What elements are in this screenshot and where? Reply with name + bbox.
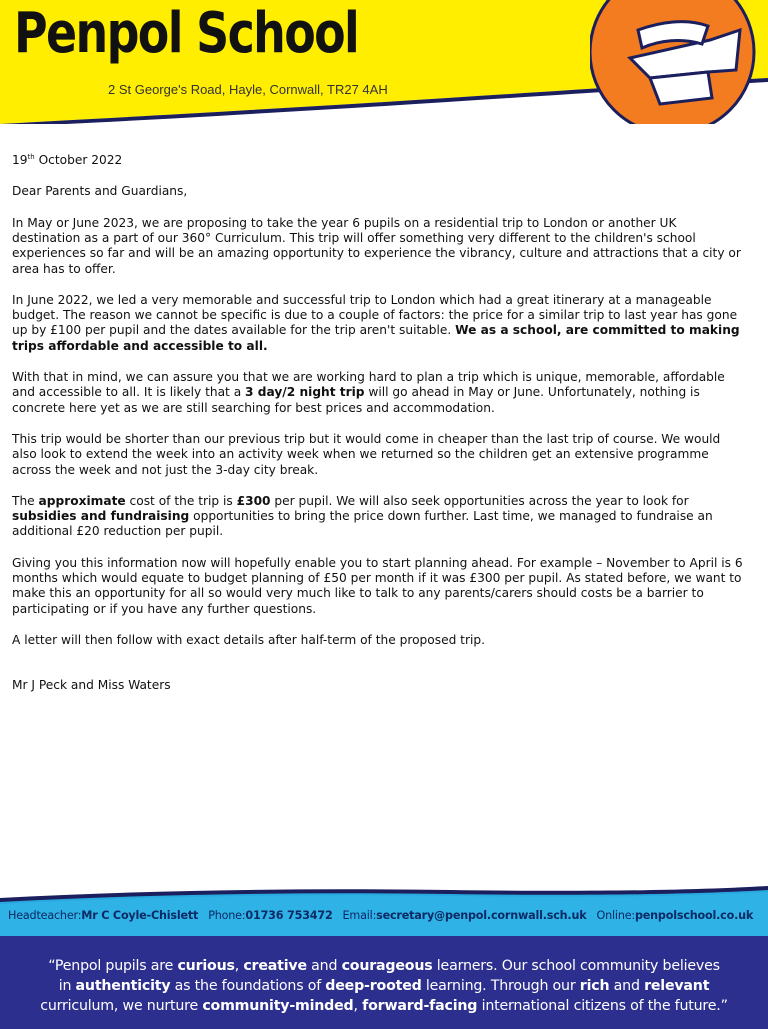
salutation: Dear Parents and Guardians, — [12, 184, 188, 199]
paragraph-2: In June 2022, we led a very memorable and successful trip to London which had a great itinerary at a manageable budget. The reason we cannot be specific is due to a couple of factors: the price for a similar trip to last year has gone up by £100 per pupil and the dates available for the trip aren't suitable. We as a school, are committed to making trips affordable and accessible to all. — [12, 292, 740, 353]
email-address[interactable]: secretary@penpol.cornwall.sch.uk — [376, 908, 587, 922]
school-motto — [0, 940, 768, 1029]
phone-number: 01736 753472 — [245, 908, 333, 922]
website-link[interactable]: penpolschool.co.uk — [634, 908, 754, 922]
paragraph-5: The approximate cost of the trip is £300 per pupil. We will also seek opportunities across the year to look for subsidies and fundraising opportunities to bring the price down further. Last time, we managed to fundraise an additional £20 reduction per pupil. — [12, 493, 713, 539]
letter-date: 19th October 2022 — [12, 153, 123, 168]
email-label: Email: — [342, 908, 377, 922]
signature: Mr J Peck and Miss Waters — [12, 678, 171, 693]
paragraph-3: With that in mind, we can assure you that we are working hard to plan a trip which is unique, memorable, affordable and accessible to all. It is likely that a 3 day/2 night trip will go ahead in May or June. Unfortunately, nothing is concrete here yet as we are still searching for best prices and accommodation. — [12, 370, 725, 415]
motto-line-1: “Penpol pupils are curious, creative and courageous learners. Our school community believes — [48, 958, 720, 974]
online-label: Online: — [596, 908, 635, 922]
motto-line-2: in authenticity as the foundations of deep-rooted learning. Through our rich and relevant — [58, 978, 710, 994]
headteacher-label: Headteacher: — [8, 908, 82, 922]
letter-body — [12, 150, 748, 709]
school-logo-icon — [590, 0, 768, 124]
school-address: 2 St George's Road, Hayle, Cornwall, TR27 4AH — [108, 82, 388, 97]
letterhead — [0, 0, 768, 124]
paragraph-4: This trip would be shorter than our previous trip but it would come in cheaper than the last trip of course. We would also look to extend the week into an activity week when we returned so the children get an extensive programme across the week and not just the 3-day city break. — [12, 431, 721, 477]
paragraph-7: A letter will then follow with exact details after half-term of the proposed trip. — [12, 632, 485, 647]
school-name: Penpol School — [14, 1, 359, 66]
paragraph-1: In May or June 2023, we are proposing to take the year 6 pupils on a residential trip to London or another UK destination as a part of our 360° Curriculum. This trip will offer something very different to the children's school experiences so far and will be an amazing opportunity to experience the vibrancy, culture and attractions that a city or area has to offer. — [12, 215, 741, 276]
contact-bar — [0, 905, 768, 925]
phone-label: Phone: — [208, 908, 246, 922]
paragraph-6: Giving you this information now will hopefully enable you to start planning ahead. For example – November to April is 6 months which would equate to budget planning of £50 per month if it was £300 per pupil. As stated before, we want to make this an opportunity for all so would very much like to talk to any parents/carers should costs be a barrier to participating or if you have any further questions. — [12, 555, 743, 616]
headteacher-name: Mr C Coyle-Chislett — [81, 908, 199, 922]
motto-line-3: curriculum, we nurture community-minded, forward-facing international citizens of the future.” — [40, 998, 728, 1014]
